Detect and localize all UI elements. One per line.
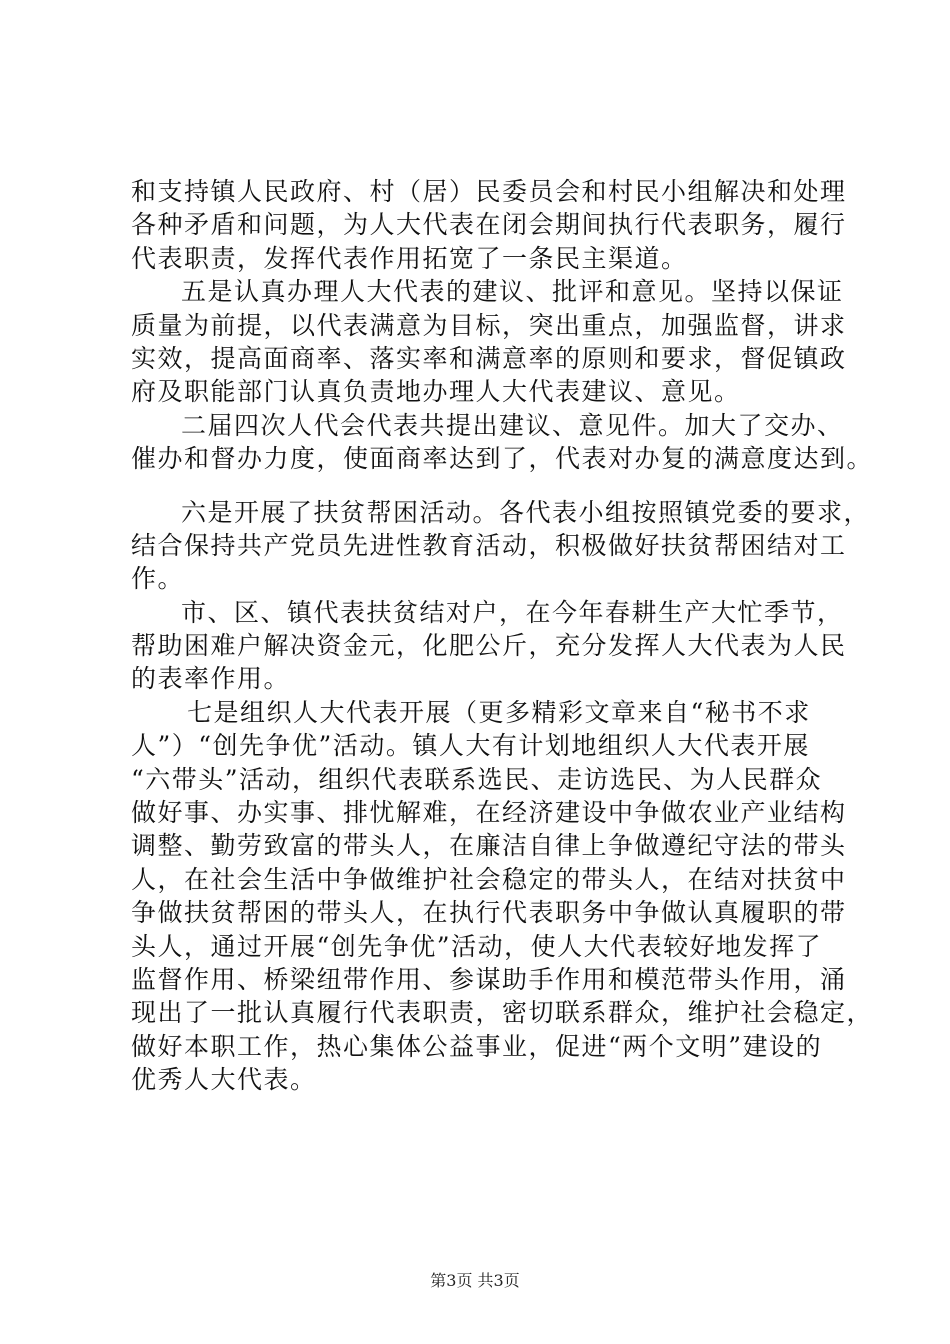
paragraph-item-6 <box>131 496 871 596</box>
text-line: 优秀人大代表。 <box>131 1065 317 1095</box>
text-line: 市、区、镇代表扶贫结对户，在今年春耕生产大忙季节， <box>181 597 844 627</box>
text-line: 监督作用、桥梁纽带作用、参谋助手作用和模范带头作用，涌 <box>131 964 847 994</box>
text-line: 帮助困难户解决资金元，化肥公斤，充分发挥人大代表为人民 <box>131 631 847 661</box>
text-line: 作。 <box>131 564 185 594</box>
text-line: 头人，通过开展“创先争优”活动，使人大代表较好地发挥了 <box>131 931 823 961</box>
paragraph-poverty-relief <box>131 596 847 696</box>
text-line: 调整、勤劳致富的带头人，在廉洁自律上争做遵纪守法的带头 <box>131 831 847 861</box>
text-line: 五是认真办理人大代表的建议、批评和意见。坚持以保证 <box>181 277 844 307</box>
paragraph-item-5 <box>131 275 847 409</box>
text-line: 七是组织人大代表开展（更多精彩文章来自“秘书不求 <box>187 697 811 727</box>
text-line: 实效，提高面商率、落实率和满意率的原则和要求，督促镇政 <box>131 343 847 373</box>
text-line: 人，在社会生活中争做维护社会稳定的带头人，在结对扶贫中 <box>131 864 847 894</box>
text-line: “六带头”活动，组织代表联系选民、走访选民、为人民群众 <box>131 764 823 794</box>
text-line: 做好事、办实事、排忧解难，在经济建设中争做农业产业结构 <box>131 798 847 828</box>
text-line: 催办和督办力度，使面商率达到了，代表对办复的满意度达到。 <box>131 444 874 474</box>
text-line: 的表率作用。 <box>131 664 291 694</box>
text-line: 现出了一批认真履行代表职责，密切联系群众，维护社会稳定， <box>131 998 874 1028</box>
text-line: 二届四次人代会代表共提出建议、意见件。加大了交办、 <box>181 410 844 440</box>
text-line: 六是开展了扶贫帮困活动。各代表小组按照镇党委的要求， <box>181 497 871 527</box>
text-line: 代表职责，发挥代表作用拓宽了一条民主渠道。 <box>131 243 688 273</box>
text-line: 府及职能部门认真负责地办理人大代表建议、意见。 <box>131 377 741 407</box>
text-line: 和支持镇人民政府、村（居）民委员会和村民小组解决和处理 <box>131 177 847 206</box>
paragraph-continuation <box>131 175 847 275</box>
text-line: 做好本职工作，热心集体公益事业，促进“两个文明”建设的 <box>131 1031 823 1061</box>
paragraph-gap <box>131 476 841 496</box>
paragraph-item-7 <box>131 696 874 1097</box>
paragraph-congress-suggestions <box>131 409 874 476</box>
text-line: 人”）“创先争优”活动。镇人大有计划地组织人大代表开展 <box>131 731 810 761</box>
document-body <box>131 175 874 1097</box>
page-number-footer: 第3页 共3页 <box>430 1271 520 1290</box>
text-line: 争做扶贫帮困的带头人，在执行代表职务中争做认真履职的带 <box>131 898 847 928</box>
text-line: 结合保持共产党员先进性教育活动，积极做好扶贫帮困结对工 <box>131 530 847 560</box>
text-line: 质量为前提，以代表满意为目标，突出重点，加强监督，讲求 <box>131 310 847 340</box>
text-line: 各种矛盾和问题，为人大代表在闭会期间执行代表职务，履行 <box>131 210 847 240</box>
